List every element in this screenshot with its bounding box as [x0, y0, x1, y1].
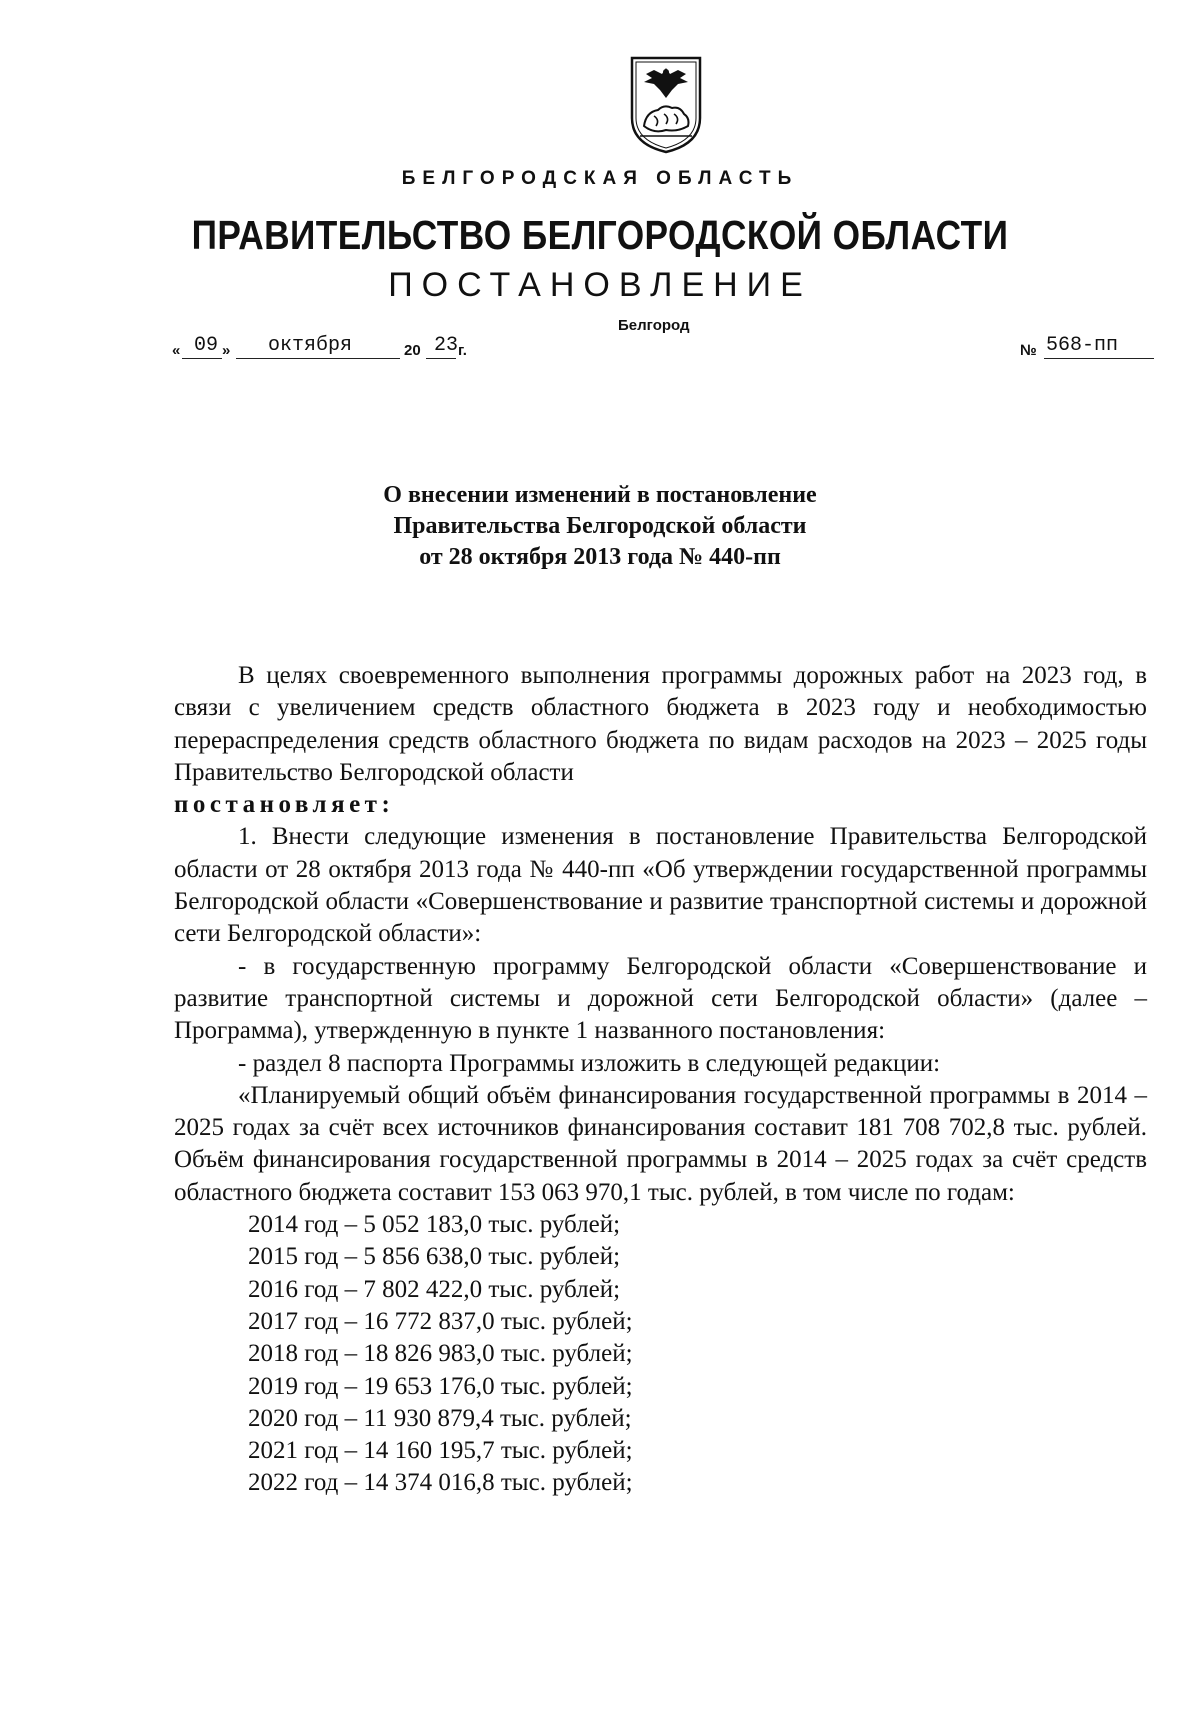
resolves-word: постановляет:: [174, 791, 395, 819]
government-name: ПРАВИТЕЛЬСТВО БЕЛГОРОДСКОЙ ОБЛАСТИ: [191, 212, 1009, 258]
date-close-quote: »: [222, 342, 231, 359]
title-line: от 28 октября 2013 года № 440-пп: [419, 544, 781, 570]
number-label: №: [1020, 342, 1037, 359]
region-name: БЕЛГОРОДСКАЯ ОБЛАСТЬ: [401, 168, 799, 189]
title-line: Правительства Белгородской области: [393, 513, 807, 539]
document-type: ПОСТАНОВЛЕНИЕ: [388, 266, 812, 304]
date-open-quote: «: [172, 342, 181, 359]
list-item: 2014 год – 5 052 183,0 тыс. рублей;: [248, 1211, 621, 1239]
list-item: 2020 год – 11 930 879,4 тыс. рублей;: [248, 1404, 632, 1432]
list-item: 2017 год – 16 772 837,0 тыс. рублей;: [248, 1307, 633, 1335]
date-year-suffix: г.: [458, 342, 467, 359]
document-body: [174, 660, 1147, 1500]
funding-by-year-list: [248, 1209, 1147, 1500]
date-day: 09: [194, 334, 219, 357]
title-line: О внесении изменений в постановление: [383, 482, 817, 508]
list-item: 2015 год – 5 856 638,0 тыс. рублей;: [248, 1243, 621, 1271]
number-value: 568-пп: [1046, 334, 1119, 357]
date-month: октября: [268, 334, 353, 357]
sub-item-paragraph: - в государственную программу Белгородской области «Совершенствование и развитие транспортной системы и дорожной сети Белгородской области» (далее – Программа), утвержденную в пункте 1 названного постановления:: [174, 952, 1147, 1045]
list-item: 2016 год – 7 802 422,0 тыс. рублей;: [248, 1275, 621, 1303]
list-item: 2021 год – 14 160 195,7 тыс. рублей;: [248, 1437, 633, 1465]
document-title: [0, 480, 1200, 573]
date-year: 23: [434, 334, 459, 357]
quote-paragraph: «Планируемый общий объём финансирования государственной программы в 2014 – 2025 годах за счёт всех источников финансирования составит 181 708 702,8 тыс. рублей. Объём финансирования государственной программы в 2014 – 2025 годах за счёт средств областного бюджета составит 153 063 970,1 тыс. рублей, в том числе по годам:: [174, 1081, 1147, 1206]
list-item: 2022 год – 14 374 016,8 тыс. рублей;: [248, 1469, 633, 1497]
intro-paragraph: В целях своевременного выполнения программы дорожных работ на 2023 год, в связи с увеличением средств областного бюджета в 2023 году и необходимостью перераспределения средств областного бюджета по видам расходов на 2023 – 2025 годы Правительство Белгородской области: [174, 662, 1147, 786]
date-century: 20: [404, 342, 421, 359]
city-name: Белгород: [618, 317, 690, 334]
item-1-paragraph: 1. Внести следующие изменения в постановление Правительства Белгородской области от 28 октября 2013 года № 440-пп «Об утверждении государственной программы Белгородской области «Совершенствование и развитие транспортной системы и дорожной сети Белгородской области»:: [174, 823, 1147, 948]
list-item: 2019 год – 19 653 176,0 тыс. рублей;: [248, 1372, 633, 1400]
belgorod-coat-of-arms-icon: [618, 52, 714, 156]
document-number: [1020, 334, 1160, 364]
sub-item-paragraph: - раздел 8 паспорта Программы изложить в следующей редакции:: [238, 1049, 941, 1077]
list-item: 2018 год – 18 826 983,0 тыс. рублей;: [248, 1340, 633, 1368]
